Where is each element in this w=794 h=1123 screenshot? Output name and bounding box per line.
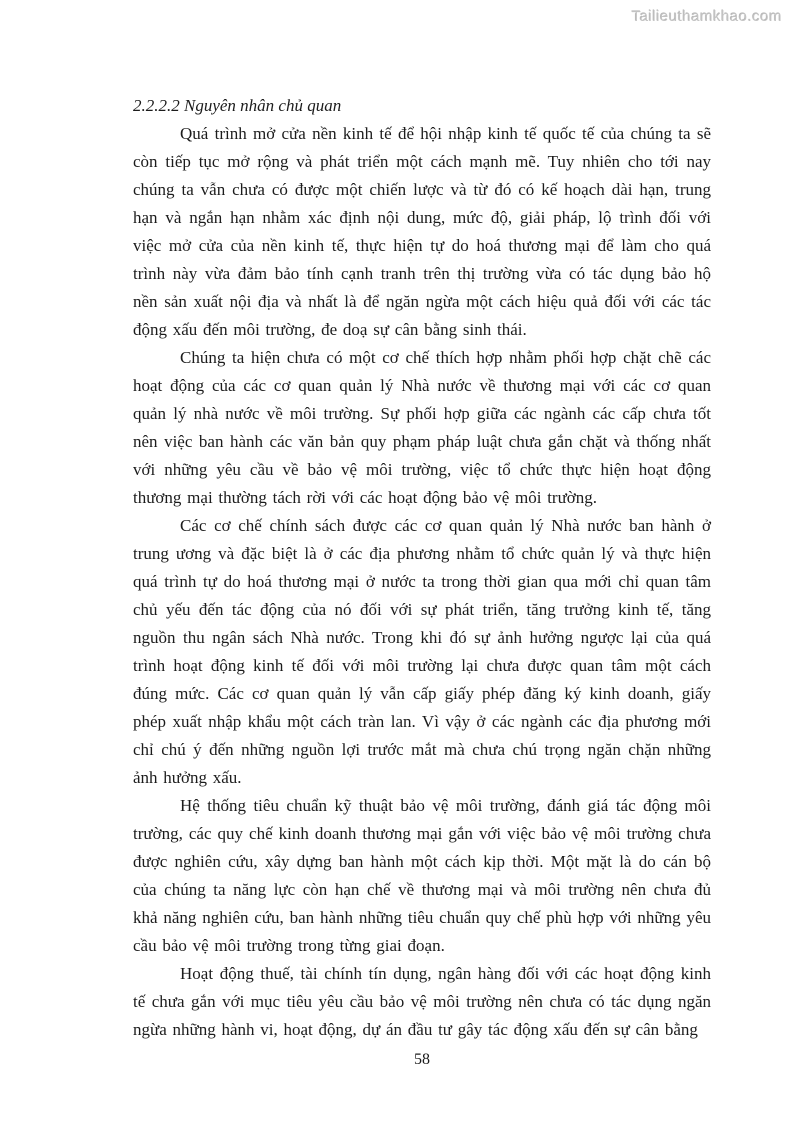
page-number: 58	[414, 1051, 430, 1068]
paragraph: Hoạt động thuế, tài chính tín dụng, ngân hàng đối với các hoạt động kinh tế chưa gắn với mục tiêu yêu cầu bảo vệ môi trường nên chưa có tác dụng ngăn ngừa những hành vi, hoạt động, dự án đầu tư gây tác động xấu đến sự cân bằng	[133, 964, 711, 1039]
paragraph: Hệ thống tiêu chuẩn kỹ thuật bảo vệ môi trường, đánh giá tác động môi trường, các quy chế kinh doanh thương mại gắn với việc bảo vệ môi trường chưa được nghiên cứu, xây dựng ban hành một cách kịp thời. Một mặt là do cán bộ của chúng ta năng lực còn hạn chế về thương mại và môi trường nên chưa đủ khả năng nghiên cứu, ban hành những tiêu chuẩn quy chế phù hợp với những yêu cầu bảo vệ môi trường trong từng giai đoạn.	[133, 796, 711, 955]
paragraph: Các cơ chế chính sách được các cơ quan quản lý Nhà nước ban hành ở trung ương và đặc biệt là ở các địa phương nhằm tổ chức quản lý và thực hiện quá trình tự do hoá thương mại ở nước ta trong thời gian qua mới chỉ quan tâm chủ yếu đến tác động của nó đối với sự phát triển, tăng trưởng kinh tế, tăng nguồn thu ngân sách Nhà nước. Trong khi đó sự ảnh hưởng ngược lại của quá trình hoạt động kinh tế đối với môi trường lại chưa được quan tâm một cách đúng mức. Các cơ quan quản lý vẫn cấp giấy phép đăng ký kinh doanh, giấy phép xuất nhập khẩu một cách tràn lan. Vì vậy ở các ngành các địa phương mới chỉ chú ý đến những nguồn lợi trước mắt mà chưa chú trọng ngăn chặn những ảnh hưởng xấu.	[133, 516, 711, 787]
paragraph: Quá trình mở cửa nền kinh tế để hội nhập kinh tế quốc tế của chúng ta sẽ còn tiếp tục mở rộng và phát triển một cách mạnh mẽ. Tuy nhiên cho tới nay chúng ta vẫn chưa có được một chiến lược và từ đó có kế hoạch dài hạn, trung hạn và ngắn hạn nhằm xác định nội dung, mức độ, giải pháp, lộ trình đối với việc mở cửa của nền kinh tế, thực hiện tự do hoá thương mại để làm cho quá trình này vừa đảm bảo tính cạnh tranh trên thị trường vừa có tác dụng bảo hộ nền sản xuất nội địa và nhất là để ngăn ngừa một cách hiệu quả đối với các tác động xấu đến môi trường, đe doạ sự cân bằng sinh thái.	[133, 124, 711, 339]
watermark: Tailieuthamkhao.com	[631, 8, 782, 25]
page-content	[133, 92, 711, 1044]
section-heading: 2.2.2.2 Nguyên nhân chủ quan	[133, 96, 342, 115]
paragraph: Chúng ta hiện chưa có một cơ chế thích hợp nhằm phối hợp chặt chẽ các hoạt động của các cơ quan quản lý Nhà nước về thương mại với các cơ quan quản lý nhà nước về môi trường. Sự phối hợp giữa các ngành các cấp chưa tốt nên việc ban hành các văn bản quy phạm pháp luật chưa gắn chặt và thống nhất với những yêu cầu về bảo vệ môi trường, việc tổ chức thực hiện hoạt động thương mại thường tách rời với các hoạt động bảo vệ môi trường.	[133, 348, 711, 507]
